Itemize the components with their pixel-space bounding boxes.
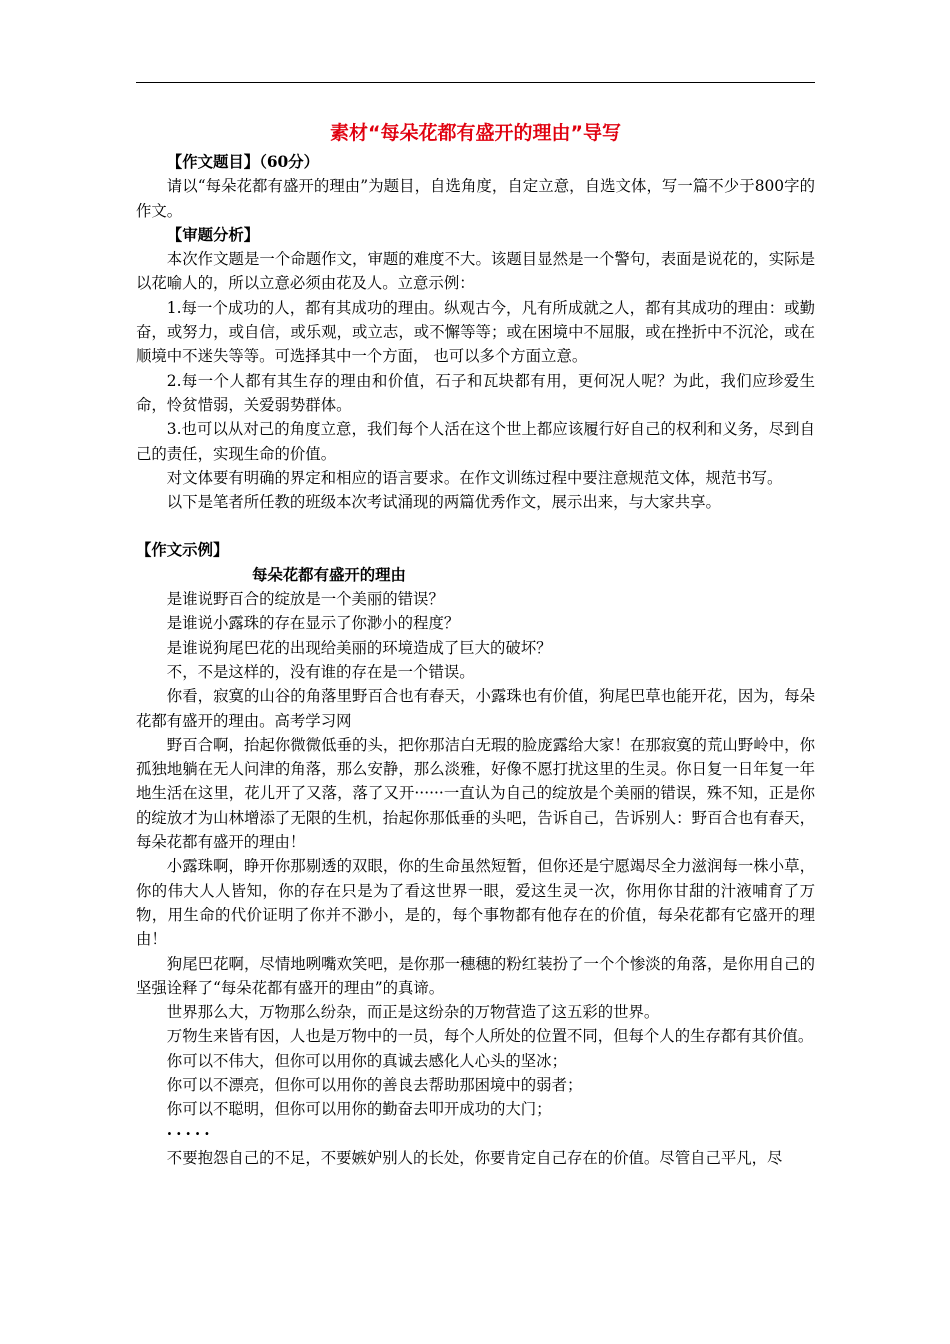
- essay-title: 每朵花都有盛开的理由: [252, 565, 406, 584]
- essay-paragraph: 你可以不伟大，但你可以用你的真诚去感化人心头的坚冰；: [166, 1051, 567, 1070]
- analysis-paragraph: 3.也可以从对己的角度立意，我们每个人活在这个世上都应该履行好自己的权利和义务，尽到自己的责任，实现生命的价值。: [136, 420, 815, 463]
- topic-score: （60分）: [259, 153, 320, 171]
- essay-paragraph: 你可以不漂亮，但你可以用你的善良去帮助那困境中的弱者；: [166, 1075, 583, 1094]
- essay-paragraph: 不，不是这样的，没有谁的存在是一个错误。: [166, 662, 475, 681]
- analysis-paragraph: 1.每一个成功的人，都有其成功的理由。纵观古今，凡有所成就之人，都有其成功的理由：或勤奋，或努力，或自信，或乐观，或立志，或不懈等等；或在困境中不屈服，或在挫折中不沉沦，或在顺境中不迷失等等。可选择其中一个方面， 也可以多个方面立意。: [136, 298, 815, 366]
- essay-paragraph: 万物生来皆有因，人也是万物中的一员，每个人所处的位置不同，但每个人的生存都有其价值。: [166, 1027, 814, 1046]
- essay-paragraph: 是谁说狗尾巴花的出现给美丽的环境造成了巨大的破坏？: [166, 638, 552, 657]
- example-heading: 【作文示例】: [136, 541, 229, 560]
- essay-paragraph: 你看，寂寞的山谷的角落里野百合也有春天，小露珠也有价值，狗尾巴草也能开花，因为，每朵花都有盛开的理由。高考学习网: [136, 687, 815, 730]
- topic-heading-line: [136, 150, 815, 174]
- document-title: 素材“每朵花都有盛开的理由”导写: [330, 122, 621, 144]
- document-body: [136, 118, 815, 1170]
- essay-paragraph: 你可以不聪明，但你可以用你的勤奋去叩开成功的大门；: [166, 1100, 552, 1119]
- topic-text: 请以“每朵花都有盛开的理由”为题目，自选角度，自定立意，自选文体，写一篇不少于800字的作文。: [136, 177, 815, 220]
- section-gap: [136, 514, 815, 538]
- essay-paragraph: 小露珠啊，睁开你那剔透的双眼，你的生命虽然短暂，但你还是宁愿竭尽全力滋润每一株小草，你的伟大人人皆知，你的存在只是为了看这世界一眼，爱这生灵一次，你用你甘甜的汁液哺育了万物，用生命的代价证明了你并不渺小，是的，每个事物都有他存在的价值，每朵花都有它盛开的理由！: [136, 857, 815, 949]
- essay-paragraph: 不要抱怨自己的不足，不要嫉妒别人的长处，你要肯定自己存在的价值。尽管自己平凡，尽: [166, 1148, 783, 1167]
- analysis-paragraph: 本次作文题是一个命题作文，审题的难度不大。该题目显然是一个警句，表面是说花的，实际是以花喻人的，所以立意必须由花及人。立意示例：: [136, 250, 815, 293]
- analysis-paragraph: 对文体要有明确的界定和相应的语言要求。在作文训练过程中要注意规范文体，规范书写。: [166, 468, 783, 487]
- analysis-heading: 【审题分析】: [166, 225, 260, 244]
- essay-paragraph: 世界那么大，万物那么纷杂，而正是这纷杂的万物营造了这五彩的世界。: [166, 1003, 660, 1022]
- topic-heading: 【作文题目】: [166, 153, 260, 171]
- analysis-paragraph: 2.每一个人都有其生存的理由和价值，石子和瓦块都有用，更何况人呢？为此，我们应珍爱生命，怜贫惜弱，关爱弱势群体。: [136, 371, 815, 414]
- analysis-paragraph: 以下是笔者所任教的班级本次考试涌现的两篇优秀作文，展示出来，与大家共享。: [166, 493, 721, 512]
- ellipsis-dots: ·····: [166, 1124, 214, 1143]
- essay-paragraph: 狗尾巴花啊，尽情地咧嘴欢笑吧，是你那一穗穗的粉红装扮了一个个惨淡的角落，是你用自己的坚强诠释了“每朵花都有盛开的理由”的真谛。: [136, 954, 815, 997]
- essay-paragraph: 是谁说小露珠的存在显示了你渺小的程度？: [166, 614, 460, 633]
- essay-paragraph: 野百合啊，抬起你微微低垂的头，把你那洁白无瑕的脸庞露给大家！在那寂寞的荒山野岭中，你孤独地躺在无人问津的角落，那么安静，那么淡雅，好像不愿打扰这里的生灵。你日复一日年复一年地生活在这里，花儿开了又落，落了又开······一直认为自己的绽放是个美丽的错误，殊不知，正是你的绽放才为山林增添了无限的生机，抬起你那低垂的头吧，告诉自己，告诉别人：野百合也有春天，每朵花都有盛开的理由！: [136, 735, 815, 852]
- essay-paragraph: 是谁说野百合的绽放是一个美丽的错误？: [166, 590, 444, 609]
- header-rule: [136, 82, 815, 83]
